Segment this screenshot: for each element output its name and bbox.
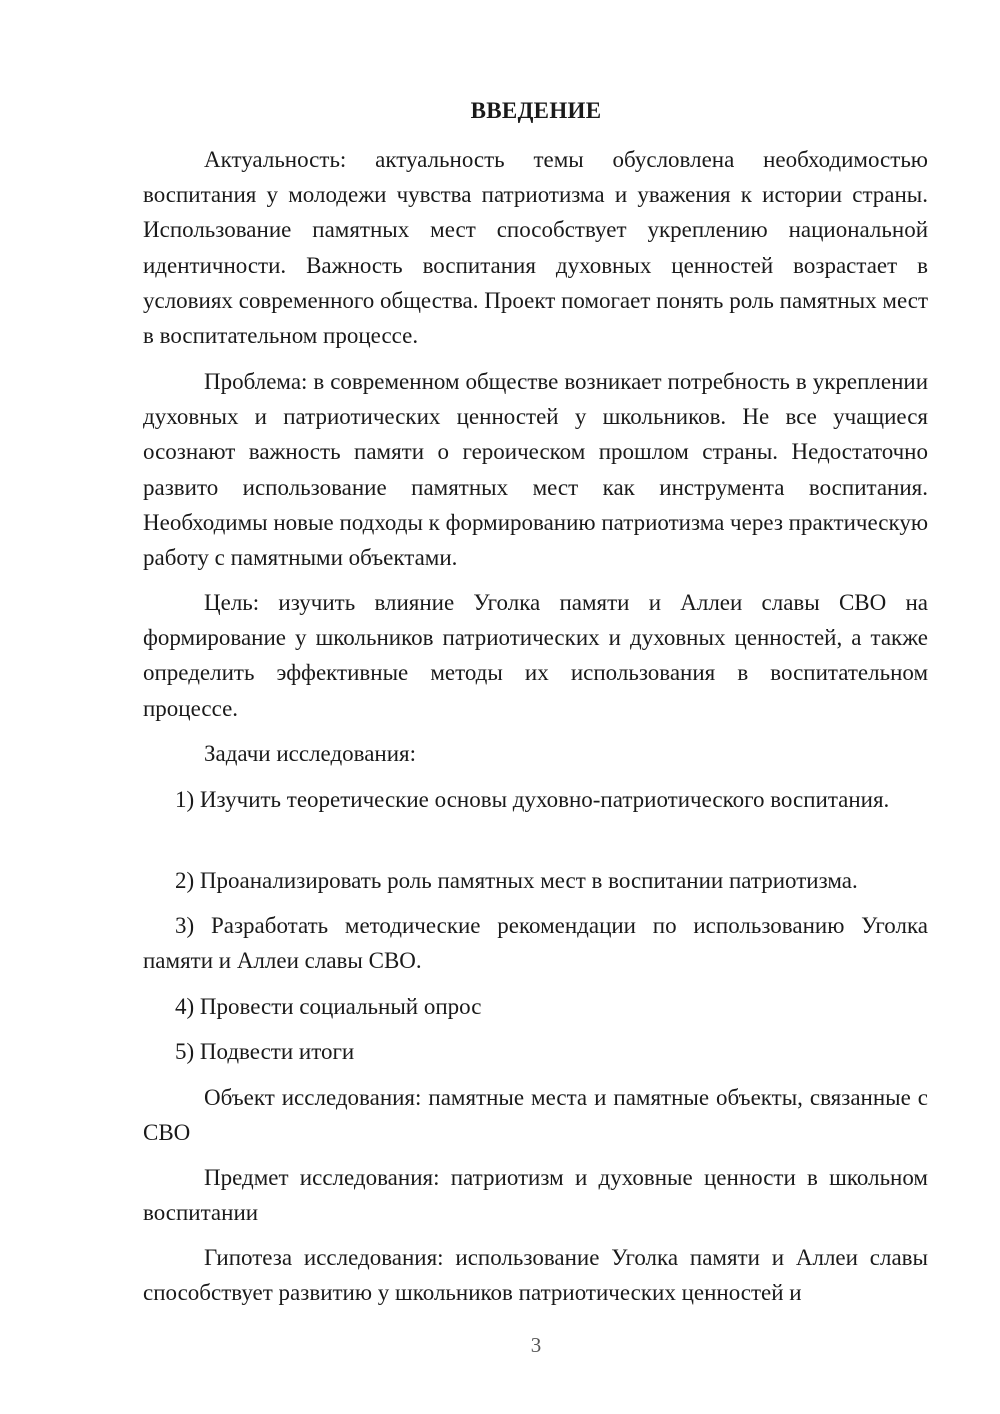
paragraph-tasks-heading: Задачи исследования: xyxy=(204,741,417,766)
page-number: 3 xyxy=(530,1333,542,1357)
task-item-3: 3) Разработать методические рекомендации по использованию Уголка памяти и Аллеи славы СВО. xyxy=(143,913,928,974)
paragraph-relevance: Актуальность: актуальность темы обусловлена необходимостью воспитания у молодежи чувства патриотизма и уважения к истории страны. Использование памятных мест способствует укреплению национальной идентичности. Важность воспитания духовных ценностей возрастает в условиях современного общества. Проект помогает понять роль памятных мест в воспитательном процессе. xyxy=(143,147,928,349)
paragraph-object: Объект исследования: памятные места и памятные объекты, связанные с СВО xyxy=(143,1085,928,1146)
task-item-5: 5) Подвести итоги xyxy=(175,1039,355,1064)
paragraph-hypothesis: Гипотеза исследования: использование Уголка памяти и Аллеи славы способствует развитию у школьников патриотических ценностей и xyxy=(143,1245,928,1306)
task-item-2: 2) Проанализировать роль памятных мест в воспитании патриотизма. xyxy=(175,868,858,893)
task-item-1: 1) Изучить теоретические основы духовно-патриотического воспитания. xyxy=(175,787,890,812)
paragraph-goal: Цель: изучить влияние Уголка памяти и Аллеи славы СВО на формирование у школьников патриотических и духовных ценностей, а также определить эффективные методы их использования в воспитательном процессе. xyxy=(143,590,928,721)
paragraph-subject: Предмет исследования: патриотизм и духовные ценности в школьном воспитании xyxy=(143,1165,928,1226)
task-item-4: 4) Провести социальный опрос xyxy=(175,994,482,1019)
paragraph-problem: Проблема: в современном обществе возникает потребность в укреплении духовных и патриотических ценностей у школьников. Не все учащиеся осознают важность памяти о героическом прошлом страны. Недостаточно развито использование памятных мест как инструмента воспитания. Необходимы новые подходы к формированию патриотизма через практическую работу с памятными объектами. xyxy=(143,369,928,571)
page-title: ВВЕДЕНИЕ xyxy=(470,98,602,123)
